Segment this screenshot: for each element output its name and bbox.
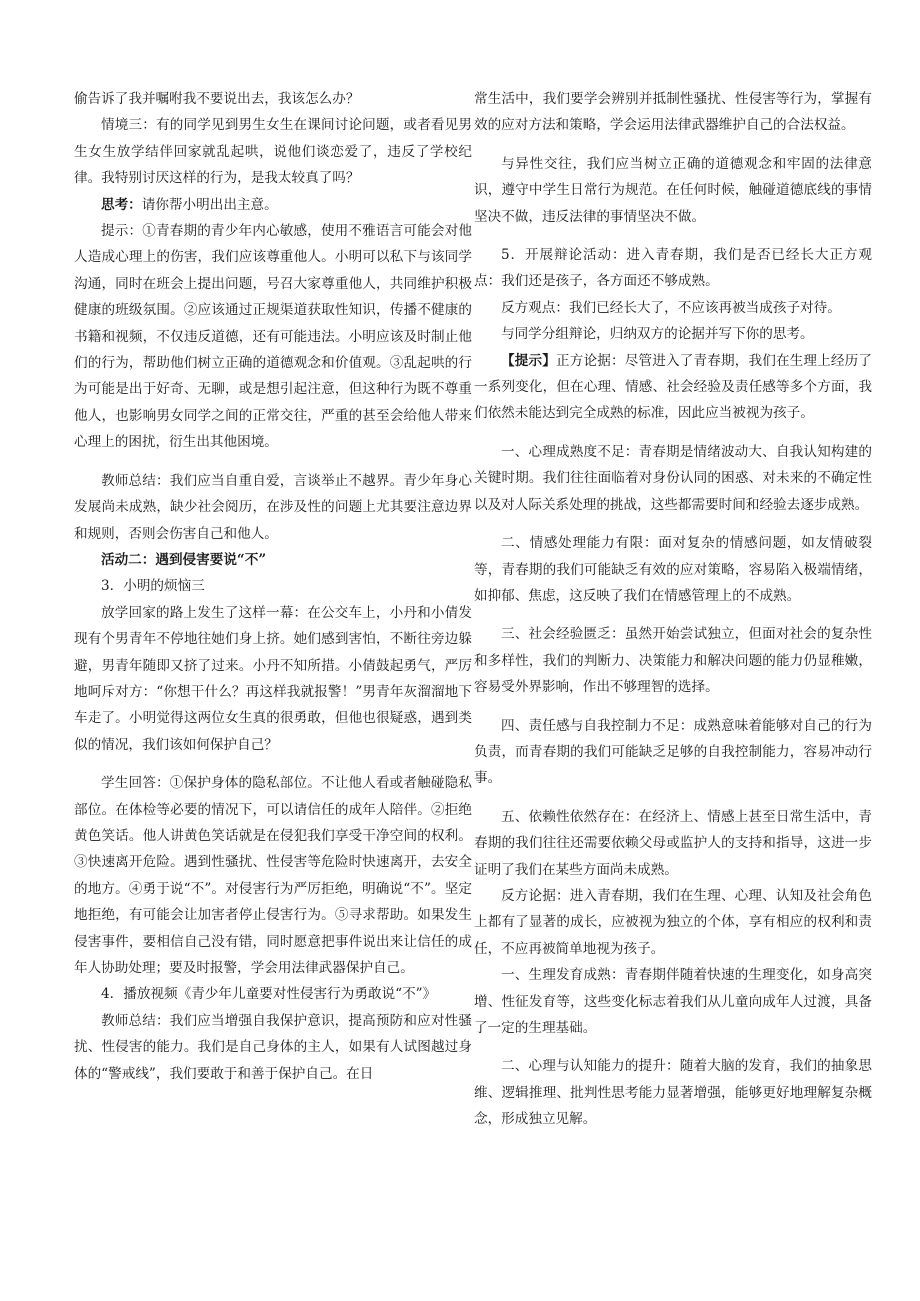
paragraph — [74, 573, 472, 599]
paragraph-text: 常生活中，我们要学会辨别并抵制性骚扰、性侵害等行为，掌握有效的应对方法和策略，学会运用法律武器维护自己的合法权益。 — [474, 91, 872, 134]
paragraph-text: 5．开展辩论活动：进入青春期，我们是否已经长大正方观点：我们还是孩子，各方面还不够成熟。 — [474, 247, 872, 290]
paragraph-text: 与异性交往，我们应当树立正确的道德观念和牢固的法律意识，遵守中学生日常行为规范。在任何时候，触碰道德底线的事情坚决不做，违反法律的事情坚决不做。 — [474, 155, 872, 225]
paragraph-text: 二、心理与认知能力的提升：随着大脑的发育，我们的抽象思维、逻辑推理、批判性思考能力显著增强，能够更好地理解复杂概念，形成独立见解。 — [474, 1058, 872, 1128]
paragraph — [74, 600, 472, 758]
paragraph-text: 学生回答：①保护身体的隐私部位。不让他人看或者触碰隐私部位。在体检等必要的情况下，可以请信任的成年人陪伴。②拒绝黄色笑话。他人讲黄色笑话就是在侵犯我们享受干净空间的权利。③快速离开危险。遇到性骚扰、性侵害等危险时快速离开，去安全的地方。④勇于说“不”。对侵害行为严厉拒绝，明确说“不”。坚定地拒绝，有可能会让加害者停止侵害行为。⑤寻求帮助。如果发生侵害事件，要相信自己没有错，同时愿意把事件说出来让信任的成年人协助处理；要及时报警，学会用法律武器保护自己。 — [74, 775, 472, 976]
right-column — [474, 86, 872, 1133]
paragraph-label: 【提示】 — [501, 352, 556, 369]
paragraph-text: 反方论据：进入青春期，我们在生理、心理、认知及社会角色上都有了显著的成长，应被视为独立的个体，享有相应的权利和责任，不应再被简单地视为孩子。 — [474, 887, 872, 957]
left-column — [74, 86, 472, 1087]
paragraph-text: 四、责任感与自我控制力不足：成熟意味着能够对自己的行为负责，而青春期的我们可能缺乏足够的自我控制能力，容易冲动行事。 — [474, 717, 872, 787]
paragraph — [74, 468, 472, 547]
paragraph-text: 情境三：有的同学见到男生女生在课间讨论问题，或者看见男生女生放学结伴回家就乱起哄，说他们谈恋爱了，违反了学校纪律。我特别讨厌这样的行为，是我太较真了吗？ — [74, 117, 472, 187]
paragraph — [474, 530, 872, 609]
paragraph — [474, 151, 872, 230]
paragraph-text: 一、生理发育成熟：青春期伴随着快速的生理变化，如身高突增、性征发育等，这些变化标志着我们从儿童向成年人过渡，具备了一定的生理基础。 — [474, 967, 872, 1036]
paragraph-text: 偷告诉了我并嘱咐我不要说出去，我该怎么办？ — [74, 91, 360, 107]
paragraph — [74, 112, 472, 191]
paragraph — [474, 713, 872, 792]
paragraph-text: 请你帮小明出出主意。 — [141, 196, 278, 213]
paragraph — [474, 804, 872, 883]
paragraph — [74, 192, 472, 218]
paragraph — [474, 242, 872, 295]
paragraph-text: 二、情感处理能力有限：面对复杂的情感问题，如友情破裂等，青春期的我们可能缺乏有效的应对策略，容易陷入极端情绪，如抑郁、焦虑，这反映了我们在情感管理上的不成熟。 — [474, 535, 872, 604]
paragraph — [474, 962, 872, 1041]
paragraph-text: 提示：①青春期的青少年内心敏感，使用不雅语言可能会对他人造成心理上的伤害，我们应该尊重他人。小明可以私下与该同学沟通，同时在班会上提出问题，号召大家尊重他人，共同维护积极健康的班级氛围。②应该通过正规渠道获取性知识，传播不健康的书籍和视频，不仅违反道德，还有可能违法。小明应该及时制止他们的行为，帮助他们树立正确的道德观念和价值观。③乱起哄的行为可能是出于好奇、无聊，或是想引起注意，但这种行为既不尊重他人，也影响男女同学之间的正常交往，严重的甚至会给他人带来心理上的困扰，衍生出其他困境。 — [74, 223, 472, 451]
paragraph — [74, 86, 472, 112]
paragraph-label: 思考： — [101, 196, 142, 213]
paragraph-text: 一、心理成熟度不足：青春期是情绪波动大、自我认知构建的关键时期。我们往往面临着对身份认同的困惑、对未来的不确定性以及对人际关系处理的挑战，这些都需要时间和经验去逐步成熟。 — [474, 443, 872, 513]
paragraph — [74, 1008, 472, 1087]
paragraph — [474, 883, 872, 962]
paragraph-label: 活动二：遇到侵害要说“不” — [101, 551, 267, 568]
paragraph-text: 五、依赖性依然存在：在经济上、情感上甚至日常生活中，青春期的我们往往还需要依赖父母或监护人的支持和指导，这进一步证明了我们在某些方面尚未成熟。 — [474, 808, 872, 878]
paragraph-text: 4．播放视频《青少年儿童要对性侵害行为勇敢说“不”》 — [101, 986, 437, 1003]
paragraph — [474, 295, 872, 321]
paragraph — [474, 621, 872, 700]
paragraph — [74, 981, 472, 1007]
paragraph-text: 3．小明的烦恼三 — [101, 578, 205, 595]
paragraph-text: 教师总结：我们应当自重自爱，言谈举止不越界。青少年身心发展尚未成熟，缺少社会阅历，在涉及性的问题上尤其要注意边界和规则，否则会伤害自己和他人。 — [74, 472, 472, 542]
paragraph — [74, 218, 472, 456]
paragraph — [474, 321, 872, 347]
paragraph-text: 放学回家的路上发生了这样一幕：在公交车上，小丹和小倩发现有个男青年不停地往她们身上挤。她们感到害怕，不断往旁边躲避，男青年随即又挤了过来。小丹不知所措。小倩鼓起勇气，严厉地呵斥对方：“你想干什么？再这样我就报警！”男青年灰溜溜地下车走了。小明觉得这两位女生真的很勇敢，但他也很疑惑，遇到类似的情况，我们该如何保护自己？ — [74, 604, 472, 753]
paragraph-text: 三、社会经验匮乏：虽然开始尝试独立，但面对社会的复杂性和多样性，我们的判断力、决策能力和解决问题的能力仍显稚嫩，容易受外界影响，作出不够理智的选择。 — [474, 626, 872, 696]
paragraph — [474, 1053, 872, 1132]
paragraph — [474, 439, 872, 518]
paragraph — [74, 547, 472, 573]
paragraph — [474, 348, 872, 427]
paragraph-text: 与同学分组辩论，归纳双方的论据并写下你的思考。 — [501, 326, 814, 343]
paragraph-text: 反方观点：我们已经长大了，不应该再被当成孩子对待。 — [501, 299, 841, 316]
paragraph — [474, 86, 872, 139]
paragraph-text: 正方论据：尽管进入了青春期，我们在生理上经历了一系列变化，但在心理、情感、社会经验及责任感等多个方面，我们依然未能达到完全成熟的标准，因此应当被视为孩子。 — [474, 352, 873, 422]
paragraph-text: 教师总结：我们应当增强自我保护意识，提高预防和应对性骚扰、性侵害的能力。我们是自己身体的主人，如果有人试图越过身体的“警戒线”，我们要敢于和善于保护自己。在日 — [74, 1012, 472, 1082]
paragraph — [74, 770, 472, 981]
